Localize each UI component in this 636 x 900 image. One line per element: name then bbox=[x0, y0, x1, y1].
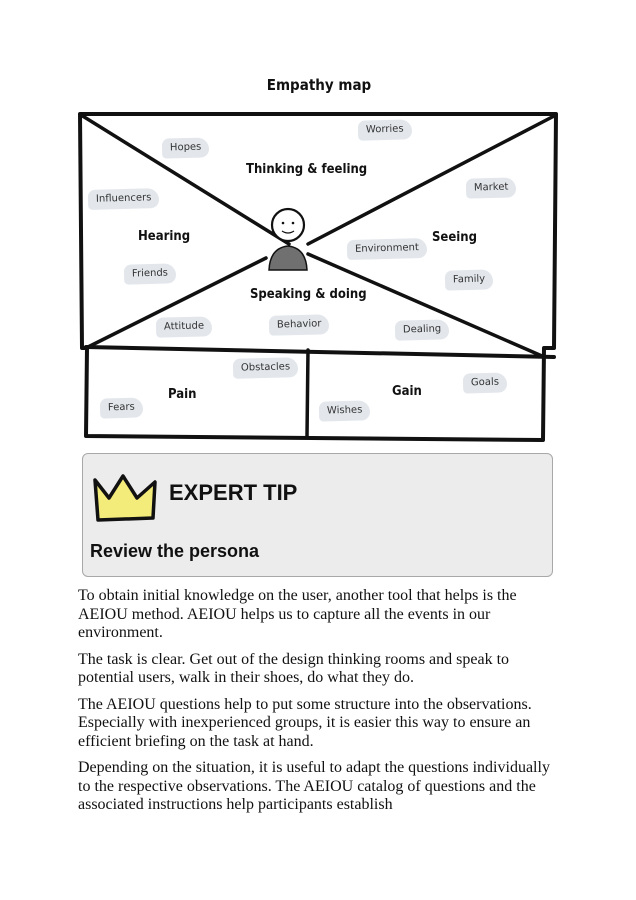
note-wishes: Wishes bbox=[319, 400, 371, 421]
region-thinking-feeling: Thinking & feeling bbox=[246, 162, 368, 177]
region-gain: Gain bbox=[392, 384, 422, 399]
expert-tip-box bbox=[82, 453, 553, 577]
paragraph: To obtain initial knowledge on the user, another tool that helps is the AEIOU method. AEIOU helps us to capture all the events in our environment. bbox=[78, 587, 517, 641]
person-icon bbox=[269, 209, 307, 270]
expert-tip-subheading: Review the persona bbox=[90, 541, 260, 561]
paragraph: Depending on the situation, it is useful to adapt the questions individually to the respective observations. The AEIOU catalog of questions and the associated instructions help participants establish bbox=[78, 759, 550, 813]
note-friends: Friends bbox=[124, 263, 176, 284]
note-market: Market bbox=[466, 177, 517, 198]
crown-icon bbox=[89, 468, 161, 524]
note-goals: Goals bbox=[463, 372, 507, 393]
empathy-map-title: Empathy map bbox=[266, 76, 372, 94]
note-hopes: Hopes bbox=[162, 137, 210, 158]
note-worries: Worries bbox=[358, 119, 412, 140]
note-fears: Fears bbox=[100, 397, 143, 418]
note-environment: Environment bbox=[347, 238, 427, 260]
note-attitude: Attitude bbox=[156, 316, 213, 337]
note-dealing: Dealing bbox=[395, 319, 450, 340]
note-obstacles: Obstacles bbox=[233, 357, 299, 379]
paragraph: The task is clear. Get out of the design thinking rooms and speak to potential users, walk in their shoes, do what they do. bbox=[78, 650, 510, 686]
note-family: Family bbox=[445, 269, 494, 290]
paragraph: The AEIOU questions help to put some structure into the observations. Especially with inexperienced groups, it is easier this way to ensure an efficient briefing on the task at hand. bbox=[78, 695, 532, 750]
note-influencers: Influencers bbox=[88, 188, 160, 210]
region-seeing: Seeing bbox=[432, 230, 478, 245]
region-speaking-doing: Speaking & doing bbox=[250, 287, 367, 302]
empathy-map-figure bbox=[76, 68, 562, 446]
note-behavior: Behavior bbox=[269, 314, 330, 336]
body-text bbox=[78, 587, 563, 823]
expert-tip-heading: EXPERT TIP bbox=[169, 480, 298, 505]
region-pain: Pain bbox=[168, 387, 197, 402]
region-hearing: Hearing bbox=[138, 229, 191, 244]
